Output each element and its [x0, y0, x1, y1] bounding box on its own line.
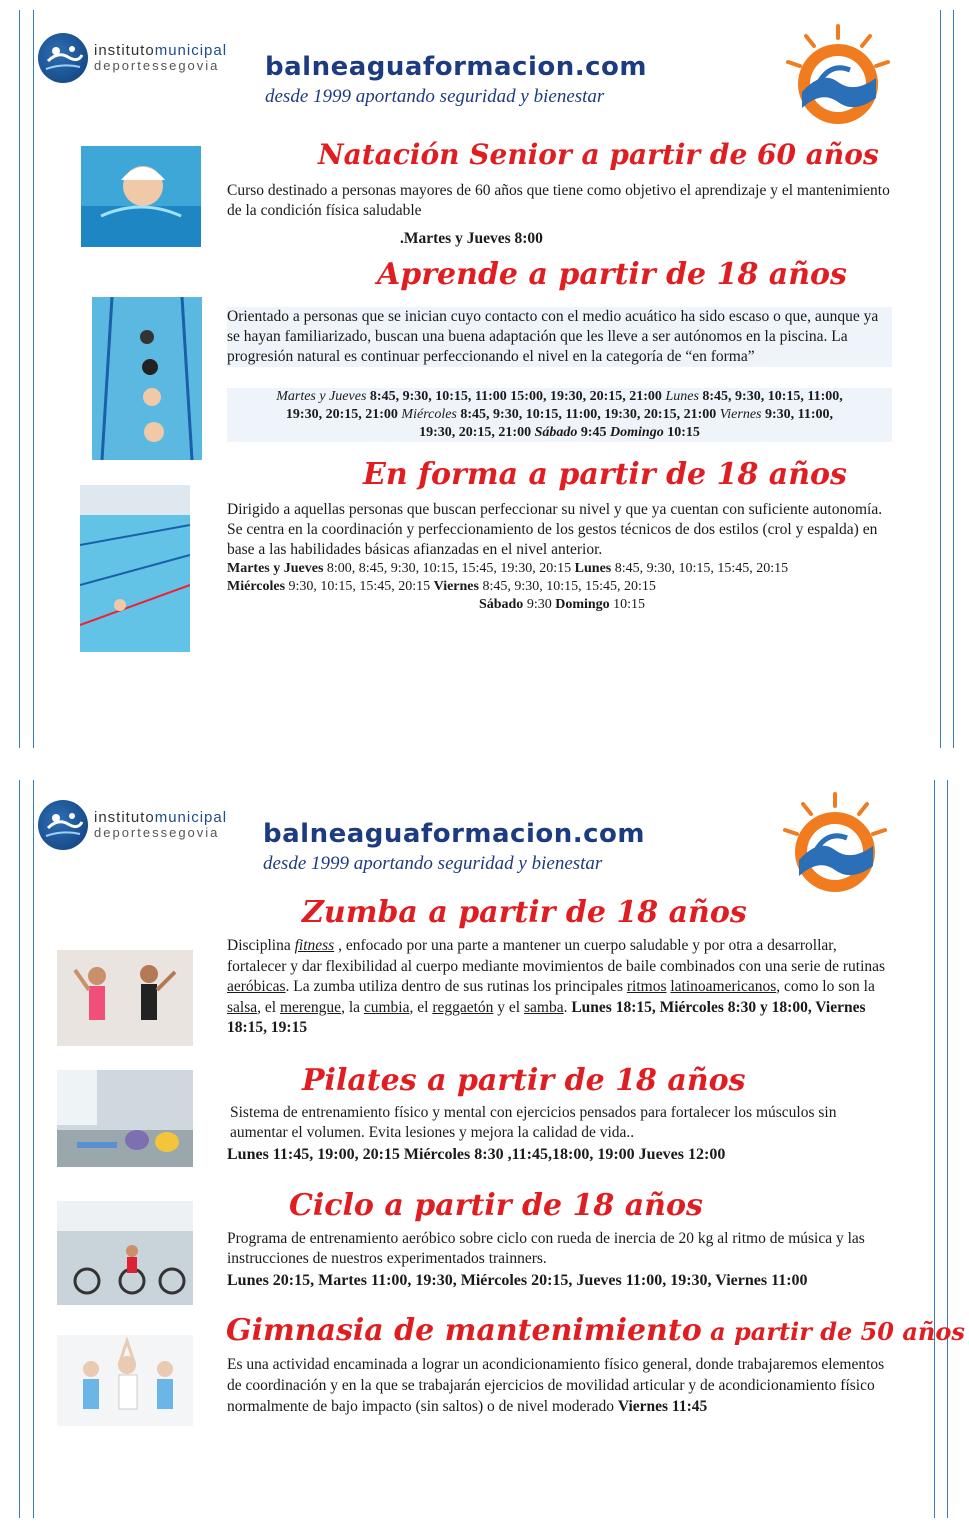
title-pilates: Pilates a partir de 18 años — [302, 1063, 746, 1098]
day-martes-jueves: Martes y Jueves — [276, 389, 367, 404]
day-miercoles: Miércoles — [401, 407, 457, 422]
zumba-text: y el — [493, 998, 524, 1016]
title-ciclo: Ciclo a partir de 18 años — [289, 1188, 703, 1223]
desc-en-forma: Dirigido a aquellas personas que buscan perfeccionar su nivel y que ya cuentan con suficiente autonomía. Se centra en la coordinación y perfeccionamiento de los gestos técnicos de dos estilos (crol y espalda) en base a las habilidades básicas afianzadas en el nivel anterior. — [227, 501, 883, 558]
gimnasia-text: Es una actividad encaminada a lograr un acondicionamiento físico general, donde trabajaremos elementos de coordinación y en la que se trabajarán ejercicios de movilidad articular y de acondicionamiento físico normalmente de bajo impacto (sin saltos) o de nivel moderado — [227, 1356, 885, 1415]
balneagua-logo-icon — [778, 22, 898, 139]
day-domingo: Domingo — [555, 597, 610, 612]
times-miercoles: 8:45, 9:30, 10:15, 11:00, 19:30, 20:15, 21:00 — [456, 407, 720, 422]
page-border-right — [953, 10, 954, 748]
page-border-left-inner — [33, 780, 34, 1518]
schedule-en-forma — [227, 560, 897, 614]
page-border-right — [947, 780, 948, 1518]
times-domingo: 10:15 — [609, 597, 646, 612]
title-gimnasia-main: Gimnasia de mantenimiento — [226, 1313, 702, 1348]
day-lunes: Lunes — [665, 389, 699, 404]
title-zumba: Zumba a partir de 18 años — [302, 895, 747, 930]
logo-text-municipal: municipal — [154, 809, 228, 826]
brand-tagline: desde 1999 aportando seguridad y bienestar — [265, 86, 605, 107]
imd-swimmer-icon — [38, 800, 88, 850]
page-border-left — [19, 10, 20, 748]
balneagua-logo-icon — [775, 790, 895, 907]
desc-pilates: Sistema de entrenamiento físico y mental con ejercicios pensados para fortalecer los músculos sin aumentar el volumen. Evita lesiones y mejora la calidad de vida.. — [230, 1104, 837, 1141]
page-border-right-inner — [940, 10, 941, 748]
photo-pilates-class — [57, 1070, 193, 1167]
brand-title: balneaguaformacion.com — [265, 52, 647, 82]
times-miercoles: 9:30, 10:15, 15:45, 20:15 — [285, 579, 434, 594]
link-merengue[interactable]: merengue — [279, 998, 342, 1016]
day-sabado: Sábado — [478, 597, 524, 612]
day-sabado: Sábado — [534, 425, 578, 440]
day-martes-jueves: Martes y Jueves — [227, 561, 324, 576]
link-cumbia[interactable]: cumbia — [363, 998, 410, 1016]
times-viernes: 8:45, 9:30, 10:15, 15:45, 20:15 — [478, 579, 656, 594]
desc-aprende: Orientado a personas que se inician cuyo contacto con el medio acuático ha sido escaso o que, aunque ya se hayan familiarizado, buscan una buena adaptación que les lleve a ser autónomos en la piscina. La progresión natural es continuar perfeccionando el nivel en la categoría de “en forma” — [227, 307, 892, 367]
schedule-natacion-senior: .Martes y Jueves 8:00 — [400, 230, 543, 247]
times-viernes: 9:30, 11:00, — [761, 407, 834, 422]
times-sabado: 9:30 — [523, 597, 556, 612]
desc-natacion-senior: Curso destinado a personas mayores de 60 años que tiene como objetivo el aprendizaje y el mantenimiento de la condición física saludable — [227, 182, 890, 219]
zumba-text: , el — [409, 998, 433, 1016]
flyer-page-1 — [0, 0, 969, 760]
zumba-text: , como lo son la — [776, 978, 875, 995]
photo-gimnasia-class — [57, 1335, 193, 1426]
title-en-forma: En forma a partir de 18 años — [363, 457, 847, 492]
zumba-text: . La zumba utiliza dentro de sus rutinas los principales — [285, 978, 627, 995]
logo-text-deportes: deportes — [94, 825, 161, 840]
link-ritmos[interactable]: ritmos — [626, 978, 667, 995]
title-gimnasia-age: a partir de 50 años — [701, 1317, 965, 1346]
times-domingo: 10:15 — [663, 425, 700, 440]
times-sabado: 9:45 — [577, 425, 611, 440]
times-viernes-cont: 19:30, 20:15, 21:00 — [419, 425, 535, 440]
desc-zumba — [227, 936, 895, 1039]
title-natacion-senior: Natación Senior a partir de 60 años — [318, 138, 879, 171]
zumba-text: , el — [257, 998, 280, 1016]
schedule-ciclo: Lunes 20:15, Martes 11:00, 19:30, Miércoles 20:15, Jueves 11:00, 19:30, Viernes 11:00 — [227, 1272, 808, 1289]
day-miercoles: Miércoles — [227, 579, 286, 594]
logo-text-segovia: segovia — [160, 58, 220, 73]
imd-segovia-logo — [38, 33, 227, 83]
imd-swimmer-icon — [38, 33, 88, 83]
logo-text-municipal: municipal — [154, 42, 228, 59]
photo-zumba-class — [57, 950, 193, 1046]
logo-text-deportes: deportes — [94, 58, 161, 73]
link-fitness[interactable]: fitness — [294, 937, 335, 954]
brand-tagline: desde 1999 aportando seguridad y bienestar — [263, 853, 603, 874]
logo-text-segovia: segovia — [160, 825, 220, 840]
zumba-text: Disciplina — [227, 937, 295, 954]
link-salsa[interactable]: salsa — [227, 998, 258, 1016]
zumba-text: . — [563, 998, 572, 1016]
times-lunes: 8:45, 9:30, 10:15, 11:00, — [698, 389, 843, 404]
page-border-right-inner — [934, 780, 935, 1518]
link-reggaeton[interactable]: reggaetón — [432, 998, 494, 1016]
schedule-zumba: Lunes 18:15, Miércoles 8:30 y 18:00, Viernes 18:15, 19:15 — [227, 998, 866, 1036]
zumba-text: , enfocado por una parte a mantener un cuerpo saludable y por otra a desarrollar, fortalecer y dar flexibilidad al cuerpo mediante movimientos de baile combinados con una serie de rutinas — [227, 937, 886, 975]
link-aerobicas[interactable]: aeróbicas — [227, 978, 286, 995]
photo-pool-enforma — [80, 485, 190, 652]
page-border-left — [19, 780, 20, 1518]
times-lunes-cont: 19:30, 20:15, 21:00 — [285, 407, 402, 422]
link-latinoamericanos[interactable]: latinoamericanos — [670, 978, 777, 995]
day-lunes: Lunes — [574, 561, 612, 576]
photo-senior-swimmer — [81, 146, 201, 247]
times-martes-jueves: 8:45, 9:30, 10:15, 11:00 15:00, 19:30, 20:15, 21:00 — [366, 389, 666, 404]
desc-ciclo: Programa de entrenamiento aeróbico sobre ciclo con rueda de inercia de 20 kg al ritmo de música y las instrucciones de nuestros experimentados trainners. — [227, 1230, 865, 1267]
day-domingo: Domingo — [610, 425, 664, 440]
title-aprende: Aprende a partir de 18 años — [377, 257, 847, 292]
page-border-left-inner — [33, 10, 34, 748]
title-gimnasia — [226, 1313, 965, 1348]
brand-title: balneaguaformacion.com — [263, 819, 645, 849]
zumba-text: , la — [341, 998, 364, 1016]
desc-gimnasia — [227, 1354, 887, 1417]
logo-text-instituto: instituto — [94, 42, 155, 59]
schedule-aprende — [227, 388, 892, 442]
schedule-gimnasia: Viernes 11:45 — [617, 1398, 708, 1415]
imd-segovia-logo — [38, 800, 227, 850]
times-martes-jueves: 8:00, 8:45, 9:30, 10:15, 15:45, 19:30, 20:15 — [323, 561, 575, 576]
photo-pool-lane-aprende — [92, 297, 202, 460]
schedule-pilates: Lunes 11:45, 19:00, 20:15 Miércoles 8:30 ,11:45,18:00, 19:00 Jueves 12:00 — [227, 1146, 726, 1163]
flyer-page-2 — [0, 770, 969, 1528]
times-lunes: 8:45, 9:30, 10:15, 15:45, 20:15 — [611, 561, 789, 576]
photo-ciclo-class — [57, 1201, 193, 1305]
day-viernes: Viernes — [433, 579, 479, 594]
link-samba[interactable]: samba — [523, 998, 564, 1016]
logo-text-instituto: instituto — [94, 809, 155, 826]
day-viernes: Viernes — [719, 407, 762, 422]
